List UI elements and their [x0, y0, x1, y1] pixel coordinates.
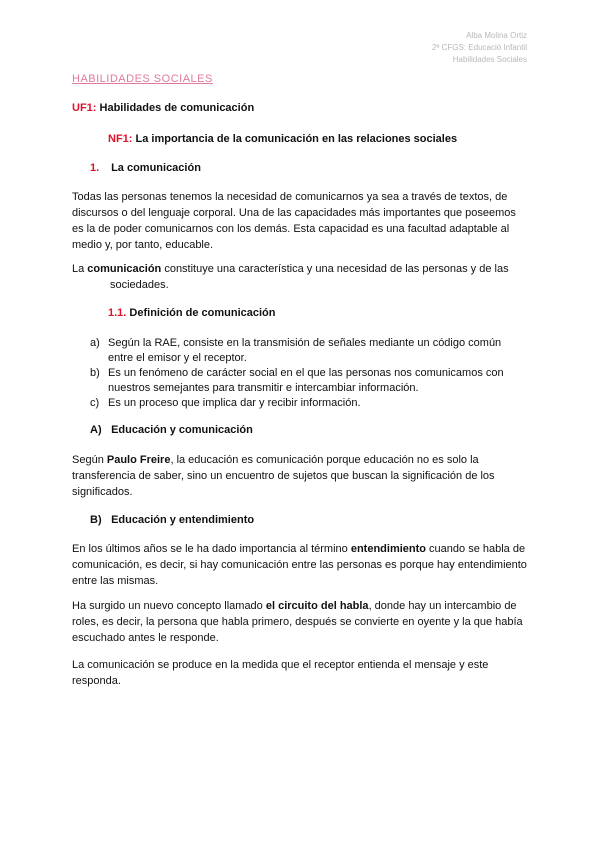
- p2-post: constituye una característica y una necesidad de las personas y de las: [161, 263, 509, 275]
- paragraph-circuito: [72, 598, 528, 646]
- list-marker: b): [90, 367, 100, 379]
- list-marker: a): [90, 337, 100, 349]
- section-1-title: La comunicación: [111, 162, 201, 174]
- p2-pre: La: [72, 263, 88, 275]
- pA-pre: Según: [72, 454, 107, 466]
- list-item: [90, 336, 510, 366]
- p2-line2: sociedades.: [110, 279, 169, 291]
- section-b-title: Educación y entendimiento: [111, 514, 255, 526]
- section-1-heading: [90, 161, 201, 176]
- pB1-post: cuando se habla de comunicación, es decir, si hay comunicación entre las personas es porque hay entendimiento entre las mismas.: [72, 543, 527, 587]
- section-a-title: Educación y comunicación: [111, 424, 253, 436]
- uf-title: Habilidades de comunicación: [99, 102, 255, 114]
- uf-heading: [72, 101, 254, 116]
- pB2-post: , donde hay un intercambio de roles, es decir, la persona que habla primero, después se convierte en oyente y la que había escuchado antes le responde.: [72, 600, 523, 644]
- section-a-heading: [90, 423, 253, 438]
- nf-code: NF1:: [108, 133, 133, 145]
- definition-list: [90, 336, 510, 411]
- list-marker: c): [90, 397, 100, 409]
- section-1-1-heading: [108, 306, 276, 321]
- nf-title: La importancia de la comunicación en las relaciones sociales: [135, 133, 458, 145]
- section-b-heading: [90, 513, 254, 528]
- paragraph-freire: [72, 452, 528, 500]
- page-header: [432, 30, 527, 66]
- list-text: Es un proceso que implica dar y recibir información.: [108, 397, 361, 409]
- p2-bold: comunicación: [87, 263, 162, 275]
- pA-bold: Paulo Freire: [106, 454, 171, 466]
- section-1-1-number: 1.1.: [108, 307, 127, 319]
- paragraph-definition-note: [72, 261, 528, 293]
- paragraph-conclusion: La comunicación se produce en la medida que el receptor entienda el mensaje y este responda.: [72, 659, 489, 687]
- paragraph-intro: Todas las personas tenemos la necesidad de comunicarnos ya sea a través de textos, de discursos o del lenguaje corporal. Una de las capacidades más importantes que poseemos es la de poder comunicarnos con los demás. Esta capacidad es una facultad adaptable al medio y, por tanto, educable.: [72, 191, 516, 251]
- pB1-bold: entendimiento: [350, 543, 426, 555]
- section-a-marker: A): [90, 424, 102, 436]
- section-1-1-title: Definición de comunicación: [129, 307, 276, 319]
- list-text: Es un fenómeno de carácter social en el que las personas nos comunicamos con nuestros semejantes para transmitir e intercambiar información.: [108, 367, 504, 394]
- list-item: [90, 366, 510, 396]
- header-author: Alba Molina Ortiz: [466, 31, 527, 40]
- list-item: [90, 396, 510, 411]
- header-course: 2ª CFGS: Educació Infantil: [431, 43, 527, 52]
- section-1-number: 1.: [90, 162, 100, 174]
- paragraph-entendimiento: [72, 541, 528, 589]
- pA-post: , la educación es comunicación porque educación no es solo la transferencia de saber, sino un encuentro de sujetos que buscan la significación de los significados.: [72, 454, 495, 498]
- document-title: HABILIDADES SOCIALES: [72, 73, 213, 85]
- list-text: Según la RAE, consiste en la transmisión de señales mediante un código común entre el emisor y el receptor.: [108, 337, 502, 364]
- pB1-pre: En los últimos años se le ha dado importancia al término: [72, 543, 351, 555]
- nf-heading: [108, 132, 457, 147]
- pB2-pre: Ha surgido un nuevo concepto llamado: [72, 600, 266, 612]
- header-subject: Habilidades Sociales: [452, 55, 527, 64]
- pB2-bold: el circuito del habla: [265, 600, 369, 612]
- uf-code: UF1:: [72, 102, 97, 114]
- section-b-marker: B): [90, 514, 102, 526]
